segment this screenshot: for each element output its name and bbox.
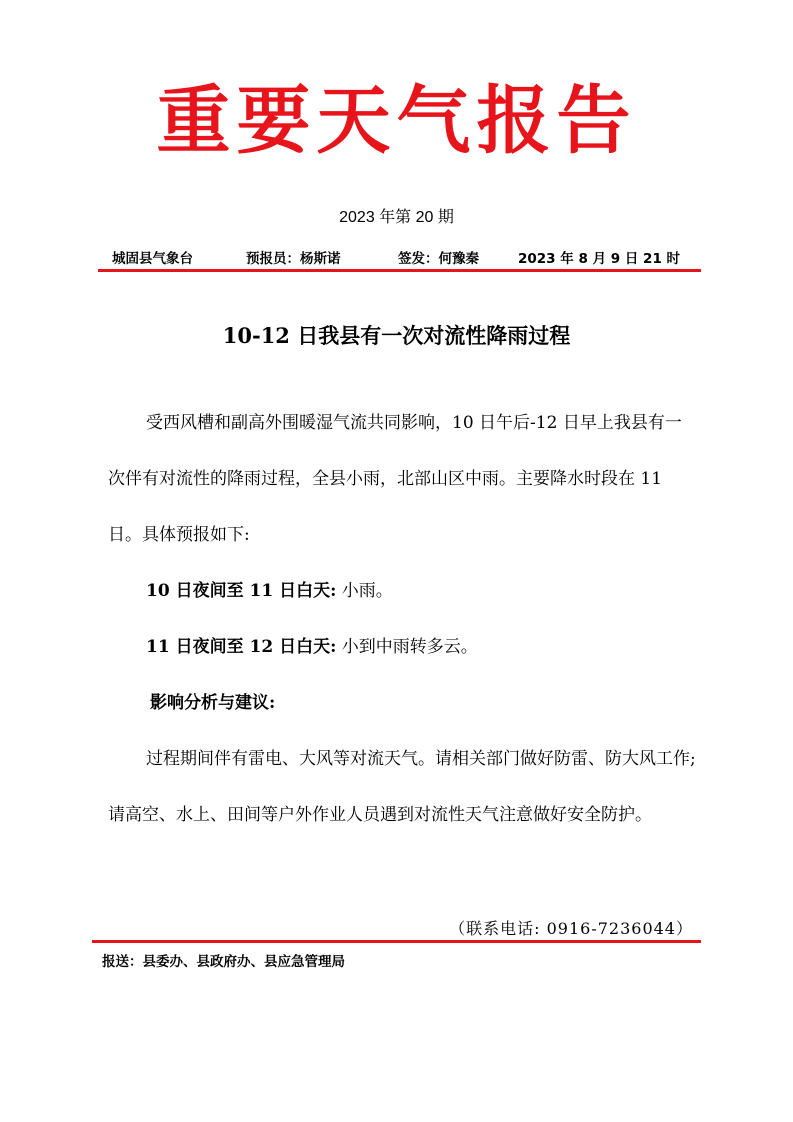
forecaster-name: 预报员：杨斯诺: [246, 251, 341, 267]
distribution-list: 报送：县委办、县政府办、县应急管理局: [102, 954, 345, 970]
forecast-weather: 小雨。: [341, 581, 393, 601]
issuer-name: 签发：何豫秦: [398, 251, 479, 267]
issue-number: 2023 年第 20 期: [339, 209, 454, 226]
footer-divider: [92, 940, 701, 943]
impact-heading: 影响分析与建议:: [150, 693, 276, 713]
issued-time: 2023 年 8 月 9 日 21 时: [518, 251, 681, 267]
masthead-title: 重要天气报告: [156, 78, 637, 164]
forecast-period: 11 日夜间至 12 日白天:: [146, 637, 337, 657]
report-title: 10-12 日我县有一次对流性降雨过程: [222, 323, 571, 348]
issuer-info-row: [112, 247, 692, 267]
header-divider: [98, 269, 701, 272]
forecast-item: [108, 563, 698, 619]
impact-paragraph: 过程期间伴有雷电、大风等对流天气。请相关部门做好防雷、防大风工作; 请高空、水上、田间等户外作业人员遇到对流性天气注意做好安全防护。: [108, 749, 696, 825]
forecast-period: 10 日夜间至 11 日白天:: [146, 581, 337, 601]
forecast-item: [108, 619, 698, 675]
report-body: [108, 395, 698, 843]
office-name: 城固县气象台: [112, 251, 193, 267]
contact-phone: （联系电话: 0916-7236044）: [449, 919, 693, 938]
forecast-weather: 小到中雨转多云。: [341, 637, 478, 657]
intro-paragraph: 受西风槽和副高外围暖湿气流共同影响，10 日午后-12 日早上我县有一次伴有对流性的降雨过程，全县小雨，北部山区中雨。主要降水时段在 11 日。具体预报如下:: [108, 413, 682, 545]
